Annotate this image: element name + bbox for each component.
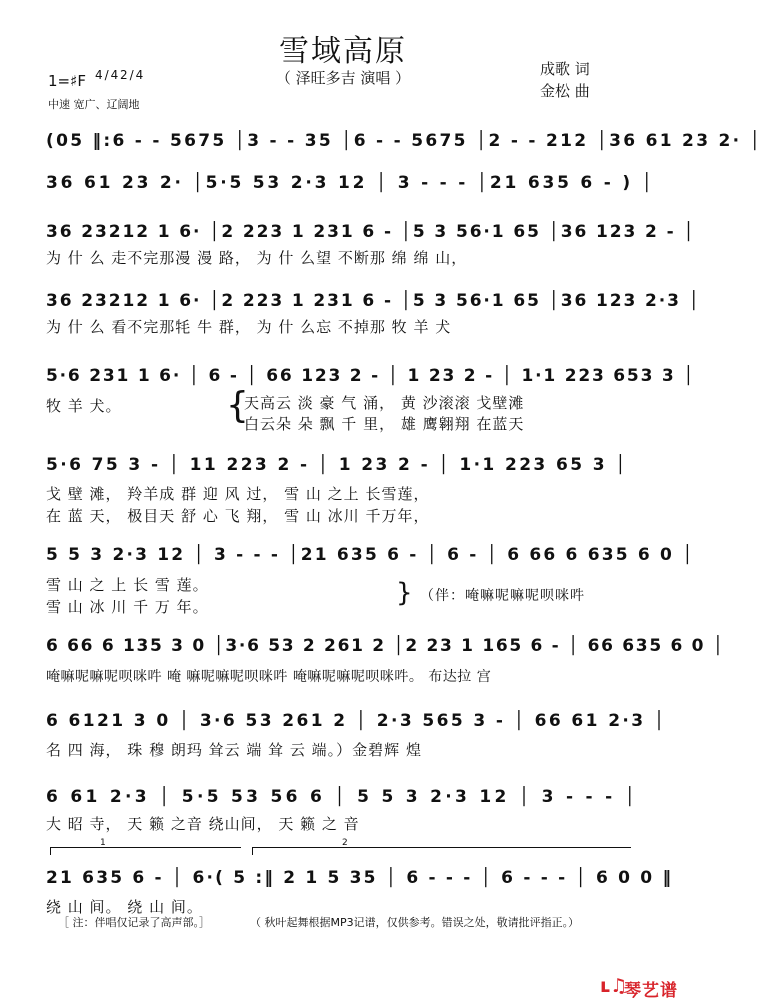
singer-credit: （ 泽旺多吉 演唱 ） <box>275 69 411 87</box>
time-signature-1: 4/4 <box>95 68 121 82</box>
score-row-7-verse-1: 雪 山 之 上 长 雪 莲。 <box>46 576 209 594</box>
tempo-marking: 中速 宽广、辽阔地 <box>48 98 140 111</box>
volta-label-2: 2 <box>342 838 348 848</box>
score-row-10-lyrics: 大 昭 寺， 天 籁 之音 绕山间， 天 籁 之 音 <box>46 815 360 833</box>
score-row-8-notes: 6 66 6 135 3 0 │3·6 53 2 261 2 │2 23 1 165 6 - │ 66 635 6 0 │ <box>46 636 725 656</box>
song-title: 雪域高原 <box>279 34 407 69</box>
footnote-transcriber: （ 秋叶起舞根据MP3记谱，仅供参考。错误之处，敬请批评指正。） <box>250 916 580 929</box>
verse-brace-2: } <box>396 578 413 608</box>
score-row-5-verse-2: 白云朵 朵 飘 千 里， 雄 鹰翱翔 在蓝天 <box>244 415 525 433</box>
verse-brace-1: { <box>226 385 249 426</box>
score-row-6-verse-2: 在 蓝 天， 极目天 舒 心 飞 翔， 雪 山 冰川 千万年， <box>46 507 430 525</box>
score-row-3-notes: 36 23212 1 6· │2 223 1 231 6 - │5 3 56·1 65 │36 123 2 - │ <box>46 222 696 242</box>
score-row-8-lyrics: 唵嘛呢嘛呢呗咪吽 唵 嘛呢嘛呢呗咪吽 唵嘛呢嘛呢呗咪吽。 布达拉 宫 <box>46 669 492 685</box>
score-row-11-lyrics: 绕 山 间。 绕 山 间。 <box>46 898 203 916</box>
logo-text: 琴艺谱 <box>624 981 678 1001</box>
score-row-5-lyrics: 牧 羊 犬。 <box>46 397 122 415</box>
score-row-5-verse-1: 天高云 淡 豪 气 涌， 黄 沙滚滚 戈壁滩 <box>244 394 525 412</box>
score-row-9-lyrics: 名 四 海， 珠 穆 朗玛 耸云 端 耸 云 端。）金碧辉 煌 <box>46 741 422 759</box>
composer-credit: 金松 曲 <box>540 82 590 100</box>
footnote-harmony: ［ 注：伴唱仅记录了高声部。］ <box>58 916 210 929</box>
score-row-11-notes: 21 635 6 - │ 6·( 5 :‖ 2 1 5 35 │ 6 - - - │ 6 - - - │ 6 0 0 ‖ <box>46 868 674 888</box>
score-row-2-notes: 36 61 23 2· │5·5 53 2·3 12 │ 3 - - - │21 635 6 - ) │ <box>46 173 655 193</box>
volta-label-1: 1 <box>100 838 106 848</box>
key-signature: 1=♯F <box>48 72 86 90</box>
volta-bracket-2 <box>252 847 631 855</box>
score-row-1-notes: (05 ‖:6 - - 5675 │3 - - 35 │6 - - 5675 │2 - - 212 │36 61 23 2· │ <box>46 131 762 151</box>
logo-mark-icon: ʟ♫ <box>600 975 628 997</box>
score-row-3-lyrics: 为 什 么 走不完那漫 漫 路， 为 什 么望 不断那 绵 绵 山， <box>46 249 468 267</box>
accompaniment-note: （伴：唵嘛呢嘛呢呗咪吽 <box>420 588 585 604</box>
score-row-6-verse-1: 戈 壁 滩， 羚羊成 群 迎 风 过， 雪 山 之上 长雪莲， <box>46 485 430 503</box>
score-row-4-notes: 36 23212 1 6· │2 223 1 231 6 - │5 3 56·1 65 │36 123 2·3 │ <box>46 291 701 311</box>
time-signature-2: 2/4 <box>120 68 146 82</box>
site-logo <box>600 975 680 999</box>
score-row-6-notes: 5·6 75 3 - │ 11 223 2 - │ 1 23 2 - │ 1·1 223 65 3 │ <box>46 455 628 475</box>
score-row-7-verse-2: 雪 山 冰 川 千 万 年。 <box>46 598 209 616</box>
score-row-7-notes: 5 5 3 2·3 12 │ 3 - - - │21 635 6 - │ 6 - │ 6 66 6 635 6 0 │ <box>46 545 695 565</box>
score-row-4-lyrics: 为 什 么 看不完那牦 牛 群， 为 什 么忘 不掉那 牧 羊 犬 <box>46 318 452 336</box>
volta-bracket-1 <box>50 847 241 855</box>
score-row-9-notes: 6 6121 3 0 │ 3·6 53 261 2 │ 2·3 565 3 - │ 66 61 2·3 │ <box>46 711 667 731</box>
score-row-5-notes: 5·6 231 1 6· │ 6 - │ 66 123 2 - │ 1 23 2 - │ 1·1 223 653 3 │ <box>46 366 696 386</box>
lyricist-credit: 成歌 词 <box>540 60 590 78</box>
score-row-10-notes: 6 61 2·3 │ 5·5 53 56 6 │ 5 5 3 2·3 12 │ 3 - - - │ <box>46 787 639 807</box>
